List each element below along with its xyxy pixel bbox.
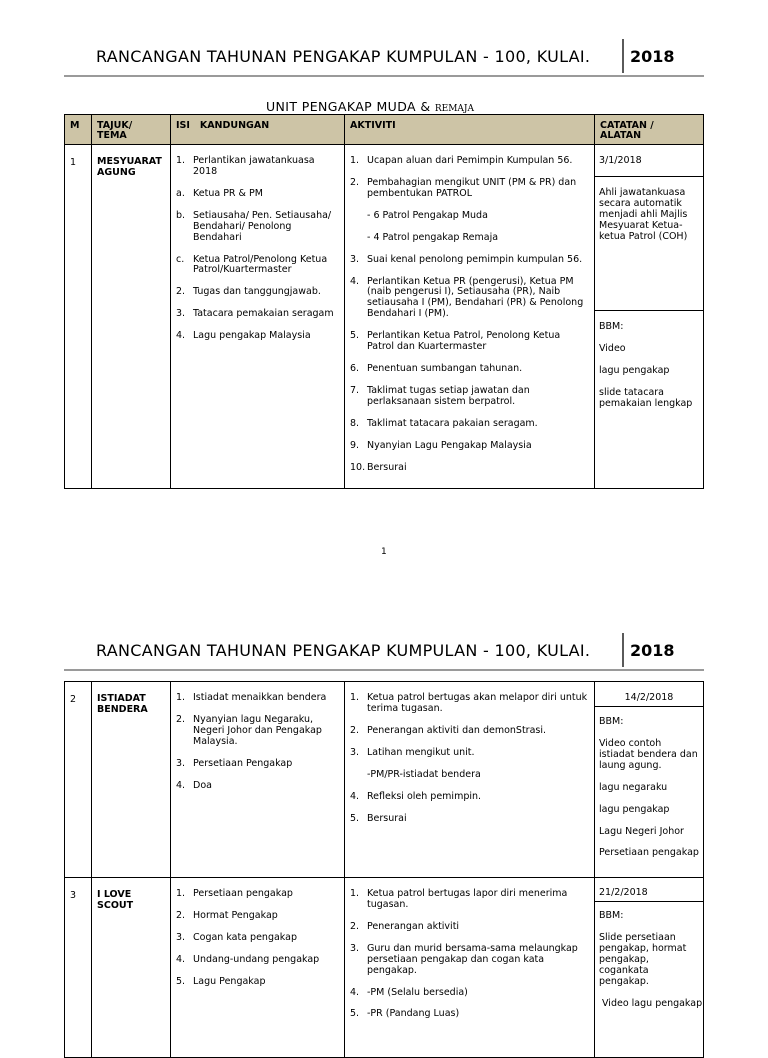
list-marker: 2. bbox=[176, 713, 186, 725]
row-topic: I LOVE SCOUT bbox=[97, 889, 134, 911]
list-item-text: Tatacara pemakaian seragam bbox=[193, 308, 334, 320]
list-item-text: Pembahagian mengikut UNIT (PM & PR) dan pembentukan PATROL bbox=[367, 176, 577, 199]
list-marker: 4. bbox=[350, 790, 360, 802]
list-item-text: Doa bbox=[193, 779, 212, 791]
note-bbm-item: Video contoh istiadat bendera dan laung agung. bbox=[599, 737, 698, 771]
list-marker: 7. bbox=[350, 384, 360, 396]
list-item-text: Bersurai bbox=[367, 461, 407, 473]
table-row bbox=[65, 878, 704, 1058]
list-item bbox=[350, 792, 590, 803]
notes-date-box bbox=[595, 145, 703, 177]
list-marker: 2. bbox=[350, 724, 360, 736]
list-marker: 3. bbox=[350, 253, 360, 265]
list-marker: 1. bbox=[350, 155, 360, 166]
list-marker: 1. bbox=[350, 692, 360, 703]
list-item-text: Ketua PR & PM bbox=[193, 187, 263, 199]
list-item-text: Taklimat tugas setiap jawatan dan perlaksanaan sistem berpatrol. bbox=[367, 384, 530, 407]
note-bbm-item: Video bbox=[599, 342, 626, 354]
list-marker: 3. bbox=[176, 308, 186, 320]
list-item-text: -PR (Pandang Luas) bbox=[367, 1008, 460, 1020]
list-item-text: Istiadat menaikkan bendera bbox=[193, 692, 327, 703]
note-bbm-item: lagu pengakap bbox=[599, 803, 670, 815]
col-header-isi: ISI KANDUNGAN bbox=[171, 115, 345, 145]
list-item bbox=[350, 693, 590, 715]
list-marker: 2. bbox=[350, 920, 360, 932]
activity-cell bbox=[345, 682, 595, 878]
list-item bbox=[350, 156, 590, 167]
plan-table-page-2 bbox=[64, 681, 704, 1058]
list-marker: 5. bbox=[176, 975, 186, 987]
row-number: 1 bbox=[70, 157, 77, 168]
list-item-text: Perlantikan Ketua Patrol, Penolong Ketua Patrol dan Kuartermaster bbox=[367, 330, 561, 353]
note-bbm-item: lagu negaraku bbox=[599, 781, 668, 793]
list-item-text: Lagu Pengakap bbox=[193, 975, 266, 987]
note-date: 21/2/2018 bbox=[599, 887, 648, 898]
year-label: 2018 bbox=[622, 39, 675, 73]
list-marker: 1. bbox=[350, 888, 360, 899]
content-cell bbox=[171, 878, 345, 1058]
list-item bbox=[350, 770, 590, 781]
col-header-catatan: CATATAN / ALATAN bbox=[595, 115, 704, 145]
col-header-tajuk: TAJUK/ TEMA bbox=[92, 115, 171, 145]
list-item-text: Ketua patrol bertugas lapor diri menerima tugasan. bbox=[367, 888, 568, 910]
notes-bbm-box bbox=[595, 311, 703, 410]
notes-bbm-box bbox=[595, 902, 703, 1009]
list-item bbox=[350, 178, 590, 200]
list-item bbox=[350, 419, 590, 430]
note-bbm-item: Video lagu pengakap bbox=[599, 997, 703, 1009]
list-marker: 2. bbox=[350, 176, 360, 188]
list-item-text: -PM/PR-istiadat bendera bbox=[367, 768, 481, 780]
list-item bbox=[176, 955, 340, 966]
list-marker: a. bbox=[176, 187, 185, 199]
notes-cell bbox=[595, 682, 704, 878]
list-item bbox=[350, 889, 590, 911]
unit-title-small: REMAJA bbox=[434, 104, 475, 114]
list-item-text: - 6 Patrol Pengakap Muda bbox=[367, 209, 488, 221]
list-marker: 8. bbox=[350, 417, 360, 429]
note-date: 3/1/2018 bbox=[599, 155, 642, 166]
content-list bbox=[171, 145, 344, 342]
list-item bbox=[176, 255, 340, 277]
note-bbm-item: Persetiaan pengakap bbox=[599, 847, 699, 859]
list-marker: 1. bbox=[176, 692, 186, 703]
list-item-text: Tugas dan tanggungjawab. bbox=[193, 286, 321, 298]
list-marker: 2. bbox=[176, 286, 186, 298]
activity-cell bbox=[345, 878, 595, 1058]
list-marker: 9. bbox=[350, 439, 360, 451]
list-item-text: Penentuan sumbangan tahunan. bbox=[367, 363, 523, 375]
list-item-text: -PM (Selalu bersedia) bbox=[367, 986, 468, 998]
list-item-text: Perlantikan Ketua PR (pengerusi), Ketua PM (naib pengerusi I), Setiausaha (PR), Naib setiausaha I (PM), Bendahari (PR) & Penolong Bendahari I (PM). bbox=[367, 275, 584, 320]
document-title: RANCANGAN TAHUNAN PENGAKAP KUMPULAN - 100, KULAI. bbox=[96, 47, 591, 66]
list-marker: 3. bbox=[350, 942, 360, 954]
page-header bbox=[64, 635, 704, 671]
topic-cell bbox=[92, 682, 171, 878]
content-list bbox=[171, 878, 344, 988]
note-bbm-item: lagu pengakap bbox=[599, 364, 670, 376]
notes-bbm-box bbox=[595, 707, 703, 859]
list-marker: 1. bbox=[176, 155, 186, 166]
list-item-text: - 4 Patrol pengakap Remaja bbox=[367, 231, 499, 243]
notes-cell bbox=[595, 878, 704, 1058]
list-item-text: Undang-undang pengakap bbox=[193, 953, 320, 965]
list-marker: 5. bbox=[350, 330, 360, 342]
list-item bbox=[176, 211, 340, 244]
list-item bbox=[176, 911, 340, 922]
list-item-text: Persetiaan Pengakap bbox=[193, 757, 293, 769]
list-item bbox=[176, 781, 340, 792]
list-marker: 5. bbox=[350, 812, 360, 824]
list-item bbox=[350, 331, 590, 353]
row-number: 2 bbox=[70, 694, 77, 705]
list-marker: 4. bbox=[350, 275, 360, 287]
list-item bbox=[176, 309, 340, 320]
activity-cell bbox=[345, 145, 595, 489]
list-item bbox=[350, 277, 590, 321]
list-item bbox=[350, 726, 590, 737]
list-marker: 1. bbox=[176, 888, 186, 899]
list-item-text: Ucapan aluan dari Pemimpin Kumpulan 56. bbox=[367, 155, 573, 166]
list-marker: c. bbox=[176, 253, 185, 265]
notes-cell bbox=[595, 145, 704, 489]
note-bbm-label: BBM: bbox=[599, 321, 624, 332]
list-item bbox=[176, 331, 340, 342]
list-item-text: Penerangan aktiviti dan demonStrasi. bbox=[367, 724, 547, 736]
list-item bbox=[350, 748, 590, 759]
list-item bbox=[350, 441, 590, 452]
list-item-text: Penerangan aktiviti bbox=[367, 920, 460, 932]
topic-cell bbox=[92, 145, 171, 489]
content-cell bbox=[171, 145, 345, 489]
row-topic: MESYUARAT AGUNG bbox=[97, 156, 162, 178]
list-item bbox=[350, 233, 590, 244]
list-item-text: Guru dan murid bersama-sama melaungkap persetiaan pengakap dan cogan kata pengakap. bbox=[367, 942, 578, 976]
activity-list bbox=[345, 878, 594, 1020]
list-item-text: Ketua patrol bertugas akan melapor diri untuk terima tugasan. bbox=[367, 692, 588, 714]
list-item-text: Nyanyian Lagu Pengakap Malaysia bbox=[367, 439, 532, 451]
unit-title-main: UNIT PENGAKAP MUDA & bbox=[266, 99, 435, 114]
list-marker: 6. bbox=[350, 363, 360, 375]
list-item-text: Taklimat tatacara pakaian seragam. bbox=[367, 417, 538, 429]
note-bbm-label: BBM: bbox=[599, 910, 624, 921]
list-item bbox=[176, 977, 340, 988]
list-item-text: Bersurai bbox=[367, 812, 407, 824]
notes-date-box bbox=[595, 682, 703, 707]
table-header-row bbox=[65, 115, 704, 145]
col-header-aktiviti: AKTIVITI bbox=[345, 115, 595, 145]
page-number: 1 bbox=[381, 547, 387, 557]
list-marker: 3. bbox=[350, 746, 360, 758]
list-item-text: Suai kenal penolong pemimpin kumpulan 56. bbox=[367, 253, 583, 265]
list-item-text: Latihan mengikut unit. bbox=[367, 746, 475, 758]
document-title: RANCANGAN TAHUNAN PENGAKAP KUMPULAN - 100, KULAI. bbox=[96, 641, 591, 660]
list-item bbox=[176, 693, 340, 704]
activity-list bbox=[345, 145, 594, 474]
list-item-text: Ketua Patrol/Penolong Ketua Patrol/Kuartermaster bbox=[193, 253, 328, 276]
row-number: 3 bbox=[70, 890, 77, 901]
list-item-text: Hormat Pengakap bbox=[193, 909, 278, 921]
list-item-text: Setiausaha/ Pen. Setiausaha/ Bendahari/ Penolong Bendahari bbox=[193, 209, 332, 243]
list-marker: 10. bbox=[350, 461, 366, 473]
topic-cell bbox=[92, 878, 171, 1058]
row-topic: ISTIADAT BENDERA bbox=[97, 693, 148, 715]
list-item bbox=[350, 922, 590, 933]
list-item bbox=[350, 944, 590, 977]
note-bbm-item: Lagu Negeri Johor bbox=[599, 825, 684, 837]
notes-date-box bbox=[595, 878, 703, 902]
note-info: Ahli jawatankuasa secara automatik menjadi ahli Majlis Mesyuarat Ketua-ketua Patrol (COH) bbox=[599, 187, 688, 242]
list-item bbox=[176, 287, 340, 298]
page-header bbox=[64, 41, 704, 77]
list-marker: b. bbox=[176, 209, 186, 221]
unit-title bbox=[266, 99, 474, 114]
list-item bbox=[350, 255, 590, 266]
row-number-cell bbox=[65, 682, 92, 878]
note-bbm-item: Slide persetiaan pengakap, hormat pengakap, cogankata pengakap. bbox=[599, 931, 687, 987]
list-item bbox=[176, 759, 340, 770]
content-cell bbox=[171, 682, 345, 878]
activity-list bbox=[345, 682, 594, 824]
list-item-text: Refleksi oleh pemimpin. bbox=[367, 790, 482, 802]
list-marker: 4. bbox=[176, 953, 186, 965]
note-date: 14/2/2018 bbox=[624, 692, 674, 703]
list-item bbox=[176, 189, 340, 200]
list-marker: 3. bbox=[176, 931, 186, 943]
plan-table-page-1 bbox=[64, 114, 704, 489]
list-item bbox=[350, 211, 590, 222]
col-header-m: M bbox=[65, 115, 92, 145]
year-label: 2018 bbox=[622, 633, 675, 667]
list-item bbox=[176, 933, 340, 944]
list-item bbox=[350, 463, 590, 474]
note-bbm-label: BBM: bbox=[599, 716, 624, 727]
list-item bbox=[350, 1009, 590, 1020]
list-item bbox=[350, 988, 590, 999]
list-item-text: Lagu pengakap Malaysia bbox=[193, 330, 311, 342]
list-item bbox=[350, 814, 590, 825]
list-item bbox=[176, 889, 340, 900]
list-item-text: Persetiaan pengakap bbox=[193, 888, 293, 899]
note-bbm-item: slide tatacara pemakaian lengkap bbox=[599, 386, 693, 409]
list-item-text: Cogan kata pengakap bbox=[193, 931, 297, 943]
list-item-text: Perlantikan jawatankuasa 2018 bbox=[193, 155, 315, 177]
list-item bbox=[350, 364, 590, 375]
list-marker: 2. bbox=[176, 909, 186, 921]
list-marker: 4. bbox=[176, 330, 186, 342]
list-item bbox=[176, 156, 340, 178]
list-item bbox=[176, 715, 340, 748]
table-row bbox=[65, 682, 704, 878]
list-marker: 3. bbox=[176, 757, 186, 769]
list-item-text: Nyanyian lagu Negaraku, Negeri Johor dan Pengakap Malaysia. bbox=[193, 713, 322, 747]
row-number-cell bbox=[65, 878, 92, 1058]
list-marker: 4. bbox=[176, 779, 186, 791]
list-item bbox=[350, 386, 590, 408]
list-marker: 5. bbox=[350, 1008, 360, 1020]
list-marker: 4. bbox=[350, 986, 360, 998]
notes-info-box bbox=[595, 177, 703, 311]
table-row bbox=[65, 145, 704, 489]
content-list bbox=[171, 682, 344, 792]
row-number-cell bbox=[65, 145, 92, 489]
